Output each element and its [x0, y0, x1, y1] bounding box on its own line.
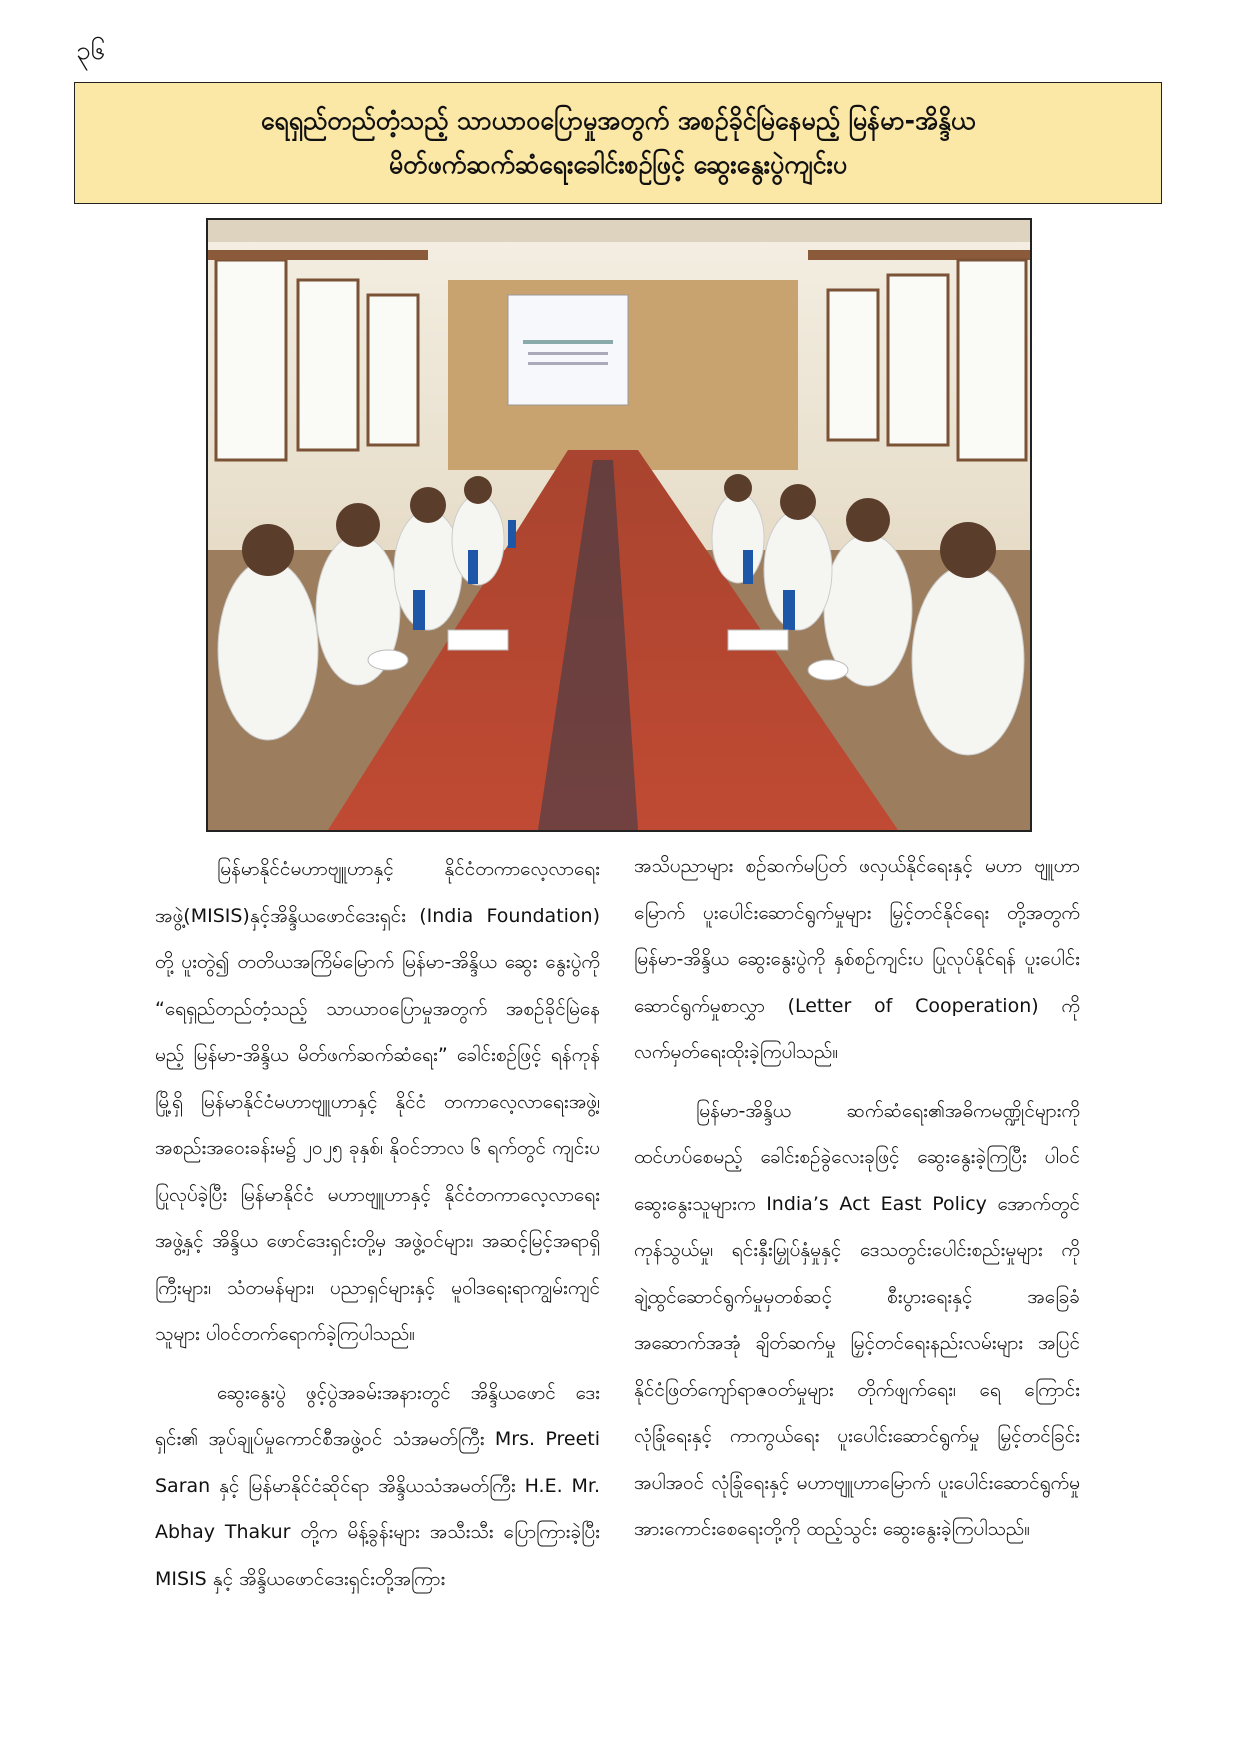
article-right-column	[634, 843, 1080, 1553]
article-paragraph-3: အသိပညာများ စဉ်ဆက်မပြတ် ဖလှယ်နိုင်ရေးနှင့် မဟာ ဗျူဟာမြောက် ပူးပေါင်းဆောင်ရွက်မှုများ မြှင့်တင်နိုင်ရေး တို့အတွက် မြန်မာ-အိန္ဒိယ ဆွေးနွေးပွဲကို နှစ်စဉ်ကျင်းပ ပြုလုပ်နိုင်ရန် ပူးပေါင်းဆောင်ရွက်မှုစာလွှာ (Letter of Cooperation) ကို လက်မှတ်ရေးထိုးခဲ့ကြပါသည်။	[634, 855, 1080, 1063]
article-paragraph-4: မြန်မာ-အိန္ဒိယ ဆက်ဆံရေး၏အဓိကမဏ္ဍိုင်များကို ထင်ဟပ်စေမည့် ခေါင်းစဉ်ခွဲလေးခုဖြင့် ဆွေးနွေးခဲ့ကြပြီး ပါဝင် ဆွေးနွေးသူများက India’s Act East Policy အောက်တွင် ကုန်သွယ်မှု၊ ရင်းနှီးမြှုပ်နှံမှုနှင့် ဒေသတွင်းပေါင်းစည်းမှုများ ကို ချဲ့ထွင်ဆောင်ရွက်မှုမှတစ်ဆင့် စီးပွားရေးနှင့် အခြေခံ အဆောက်အအုံ ချိတ်ဆက်မှု မြှင့်တင်ရေးနည်းလမ်းများ အပြင် နိုင်ငံဖြတ်ကျော်ရာဇဝတ်မှုများ တိုက်ဖျက်ရေး၊ ရေ ကြောင်းလုံခြုံရေးနှင့် ကာကွယ်ရေး ပူးပေါင်းဆောင်ရွက်မှု မြှင့်တင်ခြင်း အပါအဝင် လုံခြုံရေးနှင့် မဟာဗျူဟာမြောက် ပူးပေါင်းဆောင်ရွက်မှု အားကောင်းစေရေးတို့ကို ထည့်သွင်း ဆွေးနွေးခဲ့ကြပါသည်။	[634, 1099, 1080, 1540]
article-paragraph-2: ဆွေးနွေးပွဲ ဖွင့်ပွဲအခမ်းအနားတွင် အိန္ဒိယဖောင် ဒေးရှင်း၏ အုပ်ချုပ်မှုကောင်စီအဖွဲ့ဝင် သံအမတ်ကြီး Mrs. Preeti Saran နှင့် မြန်မာနိုင်ငံဆိုင်ရာ အိန္ဒိယသံအမတ်ကြီး H.E. Mr. Abhay Thakur တို့က မိန့်ခွန်းများ အသီးသီး ပြောကြားခဲ့ပြီး MISIS နှင့် အိန္ဒိယဖောင်ဒေးရှင်းတို့အကြား	[155, 1381, 600, 1590]
article-paragraph-1: မြန်မာနိုင်ငံမဟာဗျူဟာနှင့် နိုင်ငံတကာလေ့လာရေး အဖွဲ့(MISIS)နှင့်အိန္ဒိယဖောင်ဒေးရှင်း (India Foundation) တို့ ပူးတွဲ၍ တတိယအကြိမ်မြောက် မြန်မာ-အိန္ဒိယ ဆွေး နွေးပွဲကို “ရေရှည်တည်တံ့သည့် သာယာဝပြောမှုအတွက် အစဉ်ခိုင်မြဲနေမည့် မြန်မာ-အိန္ဒိယ မိတ်ဖက်ဆက်ဆံရေး” ခေါင်းစဉ်ဖြင့် ရန်ကုန်မြို့ရှိ မြန်မာနိုင်ငံမဟာဗျူဟာနှင့် နိုင်ငံ တကာလေ့လာရေးအဖွဲ့၊ အစည်းအဝေးခန်းမ၌ ၂၀၂၅ ခုနှစ်၊ နိုဝင်ဘာလ ၆ ရက်တွင် ကျင်းပပြုလုပ်ခဲ့ပြီး မြန်မာနိုင်ငံ မဟာဗျူဟာနှင့် နိုင်ငံတကာလေ့လာရေးအဖွဲ့နှင့် အိန္ဒိယ ဖောင်ဒေးရှင်းတို့မှ အဖွဲ့ဝင်များ၊ အဆင့်မြင့်အရာရှိကြီးများ၊ သံတမန်များ၊ ပညာရှင်များနှင့် မူဝါဒရေးရာကျွမ်းကျင်သူများ ပါဝင်တက်ရောက်ခဲ့ကြပါသည်။	[155, 858, 600, 1345]
headline-box	[74, 82, 1162, 204]
meeting-photo	[206, 218, 1032, 832]
headline-line-2: မိတ်ဖက်ဆက်ဆံရေးခေါင်းစဉ်ဖြင့် ဆွေးနွေးပွဲကျင်းပ	[388, 150, 848, 179]
meeting-room-illustration	[208, 220, 1030, 830]
page-number: ၃၆	[76, 36, 106, 66]
article-left-column	[155, 846, 600, 1602]
headline-line-1: ရေရှည်တည်တံ့သည့် သာယာဝပြောမှုအတွက် အစဉ်ခိုင်မြဲနေမည့် မြန်မာ-အိန္ဒိယ	[260, 106, 976, 135]
